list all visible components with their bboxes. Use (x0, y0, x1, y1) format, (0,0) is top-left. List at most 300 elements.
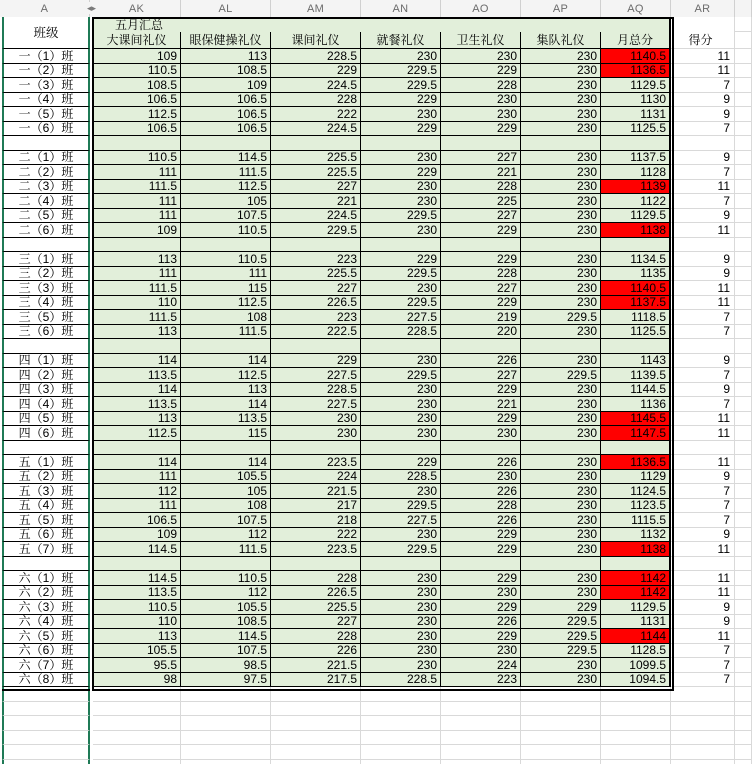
total-score-cell[interactable]: 1135 (601, 267, 671, 282)
metric-cell-2[interactable]: 227 (271, 180, 361, 195)
data-cell-empty[interactable] (271, 136, 361, 151)
total-score-cell[interactable]: 1136.5 (601, 64, 671, 79)
data-cell-empty[interactable] (271, 441, 361, 456)
empty-cell[interactable] (441, 702, 521, 717)
score-cell[interactable]: 7 (671, 499, 735, 514)
metric-cell-3[interactable]: 230 (361, 528, 441, 543)
data-cell-empty[interactable] (93, 339, 181, 354)
metric-cell-5[interactable]: 230 (521, 383, 601, 398)
empty-cell[interactable] (181, 745, 271, 760)
metric-cell-4[interactable]: 229 (441, 528, 521, 543)
total-score-cell[interactable]: 1137.5 (601, 296, 671, 311)
metric-cell-1[interactable]: 109 (181, 78, 271, 93)
total-score-cell[interactable]: 1139.5 (601, 368, 671, 383)
metric-cell-3[interactable]: 230 (361, 412, 441, 427)
metric-cell-3[interactable]: 230 (361, 49, 441, 64)
score-cell[interactable]: 11 (671, 571, 735, 586)
metric-cell-0[interactable]: 95.5 (93, 658, 181, 673)
metric-cell-5[interactable]: 230 (521, 165, 601, 180)
score-cell[interactable]: 7 (671, 194, 735, 209)
total-score-cell[interactable]: 1139 (601, 180, 671, 195)
score-cell-empty[interactable] (671, 238, 735, 253)
class-cell[interactable]: 三（3）班 (2, 281, 90, 296)
data-cell-empty[interactable] (601, 339, 671, 354)
pane-split-icon[interactable]: ◂▸ (86, 2, 97, 13)
metric-cell-1[interactable]: 98.5 (181, 658, 271, 673)
class-cell[interactable]: 四（3）班 (2, 383, 90, 398)
score-cell[interactable]: 11 (671, 281, 735, 296)
score-cell[interactable]: 9 (671, 93, 735, 108)
metric-cell-1[interactable]: 108.5 (181, 615, 271, 630)
class-cell[interactable]: 三（2）班 (2, 267, 90, 282)
empty-cell[interactable] (271, 687, 361, 702)
metric-cell-2[interactable]: 228 (271, 571, 361, 586)
class-cell[interactable]: 二（2）班 (2, 165, 90, 180)
metric-cell-2[interactable]: 224 (271, 470, 361, 485)
metric-cell-0[interactable]: 98 (93, 673, 181, 688)
empty-cell[interactable] (671, 702, 735, 717)
metric-cell-3[interactable]: 229.5 (361, 78, 441, 93)
metric-cell-1[interactable]: 107.5 (181, 513, 271, 528)
empty-cell[interactable] (361, 731, 441, 746)
class-cell[interactable]: 六（2）班 (2, 586, 90, 601)
metric-cell-0[interactable]: 111 (93, 209, 181, 224)
metric-cell-3[interactable]: 230 (361, 629, 441, 644)
metric-cell-3[interactable]: 229.5 (361, 296, 441, 311)
empty-cell[interactable] (361, 760, 441, 764)
column-header-ap[interactable]: AP (521, 0, 601, 17)
metric-cell-5[interactable]: 229.5 (521, 368, 601, 383)
metric-cell-4[interactable]: 229 (441, 542, 521, 557)
metric-cell-2[interactable]: 228.5 (271, 383, 361, 398)
empty-cell[interactable] (2, 716, 90, 731)
class-cell[interactable]: 五（5）班 (2, 513, 90, 528)
data-cell-empty[interactable] (521, 339, 601, 354)
score-cell[interactable]: 11 (671, 586, 735, 601)
metric-cell-5[interactable]: 230 (521, 325, 601, 340)
metric-cell-5[interactable]: 230 (521, 499, 601, 514)
metric-cell-4[interactable]: 229 (441, 64, 521, 79)
metric-cell-3[interactable]: 230 (361, 151, 441, 166)
total-score-cell[interactable]: 1118.5 (601, 310, 671, 325)
total-score-cell[interactable]: 1138 (601, 223, 671, 238)
metric-cell-1[interactable]: 112 (181, 528, 271, 543)
metric-cell-2[interactable]: 223.5 (271, 542, 361, 557)
score-cell[interactable]: 9 (671, 383, 735, 398)
score-cell[interactable]: 11 (671, 426, 735, 441)
metric-cell-3[interactable]: 230 (361, 383, 441, 398)
class-cell[interactable]: 五（7）班 (2, 542, 90, 557)
metric-cell-2[interactable]: 228 (271, 629, 361, 644)
class-cell-empty[interactable] (2, 238, 90, 253)
metric-cell-5[interactable]: 230 (521, 49, 601, 64)
column-header-ar[interactable]: AR (671, 0, 735, 17)
class-cell-empty[interactable] (2, 136, 90, 151)
metric-cell-2[interactable]: 225.5 (271, 165, 361, 180)
empty-cell[interactable] (521, 760, 601, 764)
total-score-cell[interactable]: 1128.5 (601, 644, 671, 659)
total-score-cell[interactable]: 1147.5 (601, 426, 671, 441)
metric-cell-4[interactable]: 229 (441, 600, 521, 615)
metric-cell-2[interactable]: 225.5 (271, 267, 361, 282)
empty-cell[interactable] (521, 687, 601, 702)
metric-cell-3[interactable]: 227.5 (361, 310, 441, 325)
total-score-cell[interactable]: 1094.5 (601, 673, 671, 688)
metric-cell-4[interactable]: 226 (441, 354, 521, 369)
total-score-cell[interactable]: 1134.5 (601, 252, 671, 267)
metric-cell-1[interactable]: 107.5 (181, 644, 271, 659)
metric-cell-3[interactable]: 229 (361, 165, 441, 180)
class-cell[interactable]: 三（4）班 (2, 296, 90, 311)
data-cell-empty[interactable] (441, 339, 521, 354)
metric-cell-0[interactable]: 111 (93, 165, 181, 180)
metric-cell-0[interactable]: 111 (93, 470, 181, 485)
score-cell[interactable]: 7 (671, 165, 735, 180)
metric-cell-2[interactable]: 223 (271, 310, 361, 325)
metric-cell-2[interactable]: 229.5 (271, 223, 361, 238)
total-score-cell[interactable]: 1130 (601, 93, 671, 108)
empty-cell[interactable] (601, 702, 671, 717)
metric-cell-1[interactable]: 112.5 (181, 296, 271, 311)
metric-cell-5[interactable]: 230 (521, 64, 601, 79)
metric-cell-2[interactable]: 224.5 (271, 78, 361, 93)
empty-cell[interactable] (181, 731, 271, 746)
metric-cell-0[interactable]: 110.5 (93, 64, 181, 79)
data-cell-empty[interactable] (601, 136, 671, 151)
empty-cell[interactable] (521, 716, 601, 731)
class-cell[interactable]: 五（4）班 (2, 499, 90, 514)
metric-cell-1[interactable]: 105.5 (181, 600, 271, 615)
metric-cell-3[interactable]: 227.5 (361, 513, 441, 528)
class-cell[interactable]: 一（1）班 (2, 49, 90, 64)
data-cell-empty[interactable] (441, 136, 521, 151)
metric-cell-4[interactable]: 228 (441, 78, 521, 93)
empty-cell[interactable] (361, 745, 441, 760)
class-cell[interactable]: 二（5）班 (2, 209, 90, 224)
metric-cell-1[interactable]: 108 (181, 499, 271, 514)
metric-cell-2[interactable]: 224.5 (271, 122, 361, 137)
total-score-cell[interactable]: 1131 (601, 107, 671, 122)
empty-cell[interactable] (181, 702, 271, 717)
total-score-cell[interactable]: 1122 (601, 194, 671, 209)
score-cell-empty[interactable] (671, 136, 735, 151)
empty-cell[interactable] (671, 760, 735, 764)
metric-cell-3[interactable]: 230 (361, 223, 441, 238)
metric-cell-3[interactable]: 230 (361, 180, 441, 195)
metric-cell-1[interactable]: 114 (181, 354, 271, 369)
empty-cell[interactable] (441, 745, 521, 760)
metric-cell-3[interactable]: 228.5 (361, 470, 441, 485)
column-header-ao[interactable]: AO (441, 0, 521, 17)
metric-cell-0[interactable]: 109 (93, 223, 181, 238)
metric-cell-5[interactable]: 230 (521, 122, 601, 137)
class-cell[interactable]: 四（1）班 (2, 354, 90, 369)
metric-cell-5[interactable]: 230 (521, 78, 601, 93)
metric-cell-2[interactable]: 227 (271, 281, 361, 296)
column-header-aq[interactable]: AQ (601, 0, 671, 17)
metric-cell-4[interactable]: 221 (441, 165, 521, 180)
column-header-an[interactable]: AN (361, 0, 441, 17)
metric-cell-3[interactable]: 230 (361, 194, 441, 209)
metric-cell-4[interactable]: 227 (441, 281, 521, 296)
total-score-cell[interactable]: 1129.5 (601, 600, 671, 615)
metric-cell-4[interactable]: 227 (441, 209, 521, 224)
class-cell[interactable]: 四（6）班 (2, 426, 90, 441)
metric-cell-3[interactable]: 229.5 (361, 368, 441, 383)
empty-cell[interactable] (271, 702, 361, 717)
score-cell-empty[interactable] (671, 339, 735, 354)
metric-cell-1[interactable]: 111.5 (181, 542, 271, 557)
metric-cell-4[interactable]: 229 (441, 223, 521, 238)
metric-cell-3[interactable]: 230 (361, 600, 441, 615)
class-cell[interactable]: 三（1）班 (2, 252, 90, 267)
metric-cell-5[interactable]: 230 (521, 673, 601, 688)
metric-cell-4[interactable]: 230 (441, 586, 521, 601)
total-score-cell[interactable]: 1144.5 (601, 383, 671, 398)
metric-cell-0[interactable]: 111.5 (93, 310, 181, 325)
score-cell[interactable]: 11 (671, 629, 735, 644)
empty-cell[interactable] (521, 731, 601, 746)
metric-cell-5[interactable]: 230 (521, 484, 601, 499)
total-score-cell[interactable]: 1124.5 (601, 484, 671, 499)
metric-cell-4[interactable]: 230 (441, 644, 521, 659)
empty-cell[interactable] (361, 702, 441, 717)
class-cell[interactable]: 一（4）班 (2, 93, 90, 108)
total-score-cell[interactable]: 1128 (601, 165, 671, 180)
score-cell[interactable]: 7 (671, 368, 735, 383)
class-cell[interactable]: 三（5）班 (2, 310, 90, 325)
metric-cell-2[interactable]: 229 (271, 354, 361, 369)
metric-cell-2[interactable]: 225.5 (271, 151, 361, 166)
score-cell[interactable]: 11 (671, 542, 735, 557)
data-cell-empty[interactable] (181, 557, 271, 572)
empty-cell[interactable] (441, 716, 521, 731)
total-score-cell[interactable]: 1136 (601, 397, 671, 412)
metric-cell-4[interactable]: 228 (441, 180, 521, 195)
class-cell[interactable]: 三（6）班 (2, 325, 90, 340)
metric-cell-5[interactable]: 230 (521, 528, 601, 543)
metric-cell-3[interactable]: 229.5 (361, 542, 441, 557)
metric-cell-1[interactable]: 106.5 (181, 122, 271, 137)
metric-cell-1[interactable]: 105 (181, 484, 271, 499)
class-cell[interactable]: 六（1）班 (2, 571, 90, 586)
class-cell[interactable]: 五（6）班 (2, 528, 90, 543)
score-cell[interactable]: 9 (671, 151, 735, 166)
metric-cell-1[interactable]: 114.5 (181, 629, 271, 644)
empty-cell[interactable] (601, 760, 671, 764)
metric-cell-5[interactable]: 229.5 (521, 310, 601, 325)
data-cell-empty[interactable] (361, 238, 441, 253)
score-cell[interactable]: 11 (671, 180, 735, 195)
data-cell-empty[interactable] (271, 238, 361, 253)
metric-cell-2[interactable]: 221.5 (271, 484, 361, 499)
score-cell[interactable]: 9 (671, 252, 735, 267)
metric-cell-4[interactable]: 227 (441, 151, 521, 166)
metric-cell-5[interactable]: 230 (521, 513, 601, 528)
metric-cell-1[interactable]: 110.5 (181, 252, 271, 267)
metric-cell-3[interactable]: 230 (361, 484, 441, 499)
total-score-cell[interactable]: 1132 (601, 528, 671, 543)
class-cell[interactable]: 六（5）班 (2, 629, 90, 644)
metric-cell-4[interactable]: 227 (441, 368, 521, 383)
metric-cell-0[interactable]: 106.5 (93, 122, 181, 137)
empty-cell[interactable] (93, 687, 181, 702)
metric-cell-3[interactable]: 229 (361, 122, 441, 137)
metric-cell-2[interactable]: 226 (271, 644, 361, 659)
data-cell-empty[interactable] (521, 441, 601, 456)
column-header-a[interactable]: A (0, 0, 90, 17)
class-cell[interactable]: 二（1）班 (2, 151, 90, 166)
metric-cell-2[interactable]: 223.5 (271, 455, 361, 470)
class-cell[interactable]: 四（2）班 (2, 368, 90, 383)
metric-cell-4[interactable]: 223 (441, 673, 521, 688)
total-score-cell[interactable]: 1137.5 (601, 151, 671, 166)
metric-cell-3[interactable]: 229.5 (361, 64, 441, 79)
metric-cell-3[interactable]: 229.5 (361, 267, 441, 282)
metric-cell-4[interactable]: 226 (441, 484, 521, 499)
data-cell-empty[interactable] (93, 441, 181, 456)
metric-cell-3[interactable]: 228.5 (361, 325, 441, 340)
metric-cell-4[interactable]: 219 (441, 310, 521, 325)
metric-cell-5[interactable]: 230 (521, 397, 601, 412)
total-score-cell[interactable]: 1138 (601, 542, 671, 557)
score-cell[interactable]: 11 (671, 223, 735, 238)
total-score-cell[interactable]: 1123.5 (601, 499, 671, 514)
metric-cell-1[interactable]: 114.5 (181, 151, 271, 166)
class-cell[interactable]: 五（2）班 (2, 470, 90, 485)
class-cell[interactable]: 四（4）班 (2, 397, 90, 412)
empty-cell[interactable] (2, 687, 90, 702)
score-cell[interactable]: 7 (671, 484, 735, 499)
score-cell[interactable]: 9 (671, 600, 735, 615)
metric-cell-5[interactable]: 229.5 (521, 615, 601, 630)
data-cell-empty[interactable] (521, 557, 601, 572)
metric-cell-3[interactable]: 229.5 (361, 499, 441, 514)
metric-cell-4[interactable]: 229 (441, 383, 521, 398)
metric-cell-1[interactable]: 113 (181, 49, 271, 64)
metric-cell-5[interactable]: 229 (521, 600, 601, 615)
empty-cell[interactable] (2, 745, 90, 760)
empty-cell[interactable] (671, 731, 735, 746)
data-cell-empty[interactable] (521, 238, 601, 253)
total-score-cell[interactable]: 1129.5 (601, 209, 671, 224)
data-cell-empty[interactable] (361, 441, 441, 456)
class-cell[interactable]: 六（8）班 (2, 673, 90, 688)
metric-cell-2[interactable]: 230 (271, 426, 361, 441)
empty-cell[interactable] (271, 731, 361, 746)
class-cell[interactable]: 四（5）班 (2, 412, 90, 427)
metric-cell-0[interactable]: 113.5 (93, 368, 181, 383)
score-cell[interactable]: 9 (671, 354, 735, 369)
score-cell[interactable]: 9 (671, 615, 735, 630)
metric-cell-3[interactable]: 229.5 (361, 209, 441, 224)
metric-cell-0[interactable]: 110 (93, 296, 181, 311)
metric-cell-3[interactable]: 230 (361, 281, 441, 296)
empty-cell[interactable] (2, 731, 90, 746)
metric-cell-0[interactable]: 113 (93, 252, 181, 267)
data-cell-empty[interactable] (181, 339, 271, 354)
metric-cell-5[interactable]: 230 (521, 571, 601, 586)
metric-cell-1[interactable]: 115 (181, 281, 271, 296)
empty-cell[interactable] (181, 716, 271, 731)
total-score-cell[interactable]: 1129.5 (601, 78, 671, 93)
total-score-cell[interactable]: 1099.5 (601, 658, 671, 673)
class-cell[interactable]: 二（4）班 (2, 194, 90, 209)
metric-cell-4[interactable]: 229 (441, 252, 521, 267)
score-cell[interactable]: 7 (671, 310, 735, 325)
empty-cell[interactable] (601, 731, 671, 746)
metric-cell-4[interactable]: 224 (441, 658, 521, 673)
metric-cell-5[interactable]: 230 (521, 194, 601, 209)
metric-cell-2[interactable]: 217 (271, 499, 361, 514)
metric-cell-4[interactable]: 230 (441, 49, 521, 64)
metric-cell-5[interactable]: 230 (521, 296, 601, 311)
metric-cell-2[interactable]: 228.5 (271, 49, 361, 64)
metric-cell-5[interactable]: 229.5 (521, 644, 601, 659)
metric-cell-2[interactable]: 217.5 (271, 673, 361, 688)
total-score-cell[interactable]: 1142 (601, 571, 671, 586)
metric-cell-0[interactable]: 106.5 (93, 93, 181, 108)
metric-cell-3[interactable]: 230 (361, 586, 441, 601)
metric-cell-4[interactable]: 229 (441, 122, 521, 137)
metric-cell-3[interactable]: 229 (361, 93, 441, 108)
metric-cell-4[interactable]: 220 (441, 325, 521, 340)
metric-cell-2[interactable]: 218 (271, 513, 361, 528)
empty-cell[interactable] (181, 687, 271, 702)
metric-cell-4[interactable]: 226 (441, 513, 521, 528)
metric-cell-0[interactable]: 113 (93, 412, 181, 427)
metric-cell-0[interactable]: 114 (93, 383, 181, 398)
empty-cell[interactable] (2, 702, 90, 717)
metric-cell-5[interactable]: 230 (521, 209, 601, 224)
data-cell-empty[interactable] (271, 339, 361, 354)
score-cell[interactable]: 11 (671, 455, 735, 470)
metric-cell-2[interactable]: 221.5 (271, 658, 361, 673)
empty-cell[interactable] (93, 716, 181, 731)
empty-cell[interactable] (441, 731, 521, 746)
metric-cell-5[interactable]: 230 (521, 107, 601, 122)
score-cell[interactable]: 9 (671, 209, 735, 224)
metric-cell-0[interactable]: 112.5 (93, 107, 181, 122)
total-score-cell[interactable]: 1143 (601, 354, 671, 369)
metric-cell-4[interactable]: 229 (441, 412, 521, 427)
metric-cell-1[interactable]: 106.5 (181, 93, 271, 108)
score-cell[interactable]: 9 (671, 470, 735, 485)
data-cell-empty[interactable] (93, 238, 181, 253)
data-cell-empty[interactable] (441, 441, 521, 456)
metric-cell-5[interactable]: 230 (521, 281, 601, 296)
empty-cell[interactable] (2, 760, 90, 764)
metric-cell-0[interactable]: 108.5 (93, 78, 181, 93)
metric-cell-4[interactable]: 226 (441, 455, 521, 470)
metric-cell-5[interactable]: 230 (521, 223, 601, 238)
metric-cell-4[interactable]: 226 (441, 615, 521, 630)
score-cell[interactable]: 9 (671, 107, 735, 122)
metric-cell-3[interactable]: 230 (361, 658, 441, 673)
class-cell[interactable]: 一（2）班 (2, 64, 90, 79)
metric-cell-0[interactable]: 105.5 (93, 644, 181, 659)
empty-cell[interactable] (271, 716, 361, 731)
empty-cell[interactable] (601, 687, 671, 702)
metric-cell-2[interactable]: 226.5 (271, 296, 361, 311)
metric-cell-1[interactable]: 111.5 (181, 325, 271, 340)
metric-cell-0[interactable]: 111.5 (93, 281, 181, 296)
class-cell[interactable]: 六（6）班 (2, 644, 90, 659)
class-cell[interactable]: 一（5）班 (2, 107, 90, 122)
class-cell[interactable]: 六（4）班 (2, 615, 90, 630)
score-cell[interactable]: 7 (671, 513, 735, 528)
column-header-trailing[interactable] (735, 0, 752, 17)
